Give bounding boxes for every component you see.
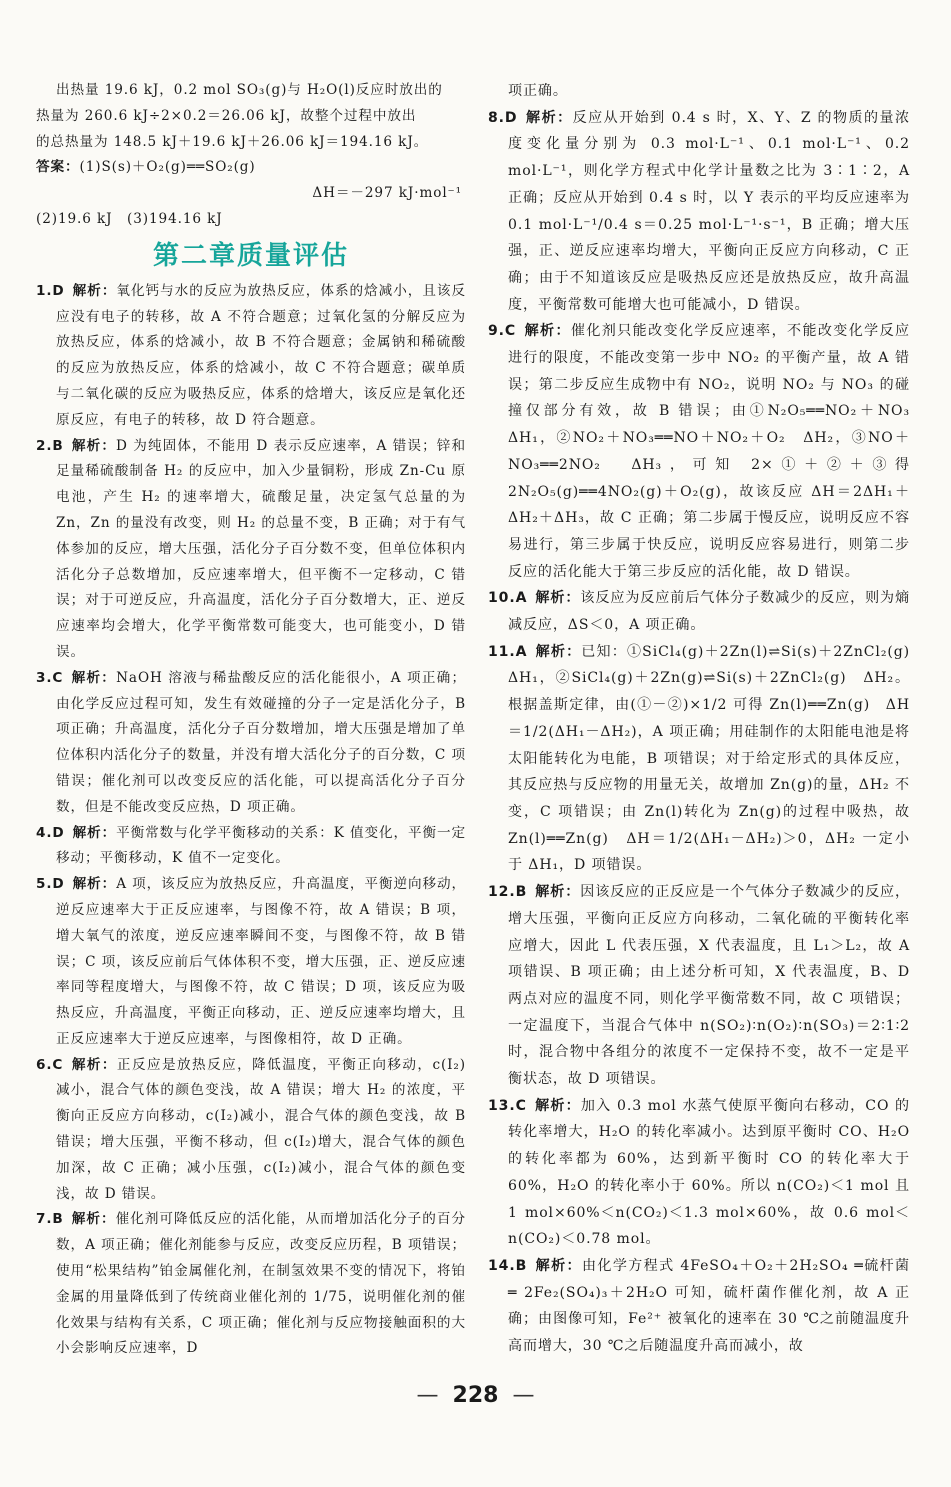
item-label: 解析： bbox=[524, 323, 571, 340]
chapter-title: 第二章质量评估 bbox=[152, 240, 349, 271]
item-text: 平衡常数与化学平衡移动的关系：K 值变化，平衡一定移动；平衡移动，K 值不一定变化。 bbox=[56, 824, 466, 867]
item-label: 解析： bbox=[71, 1056, 117, 1073]
item-number: 2.B bbox=[36, 437, 64, 454]
item-number: 14.B bbox=[488, 1257, 528, 1274]
item-label: 解析： bbox=[535, 884, 581, 901]
answer-label: 答案： bbox=[36, 159, 80, 176]
solution-item bbox=[36, 666, 466, 821]
item-text: 加入 0.3 mol 水蒸气使原平衡向右移动，CO 的转化率增大，H₂O 的转化率减小。达到原平衡时 CO、H₂O 的转化率都为 60%，达到新平衡时 CO 的转化率大于 60%，H₂O 的转化率小于 60%。所以 n(CO₂)＜1 mol 且 1 mol×60%＜n(CO₂)＜1.3 mol×60%，故 0.6 mol＜n(CO₂)＜0.78 mol。 bbox=[508, 1097, 910, 1248]
solution-item bbox=[36, 1053, 466, 1208]
item-number: 1.D bbox=[36, 282, 65, 299]
item-number: 3.C bbox=[36, 669, 64, 686]
item-number: 12.B bbox=[488, 884, 528, 901]
left-column bbox=[36, 78, 466, 1362]
solution-item bbox=[36, 279, 466, 434]
item-label: 解析： bbox=[535, 1257, 582, 1274]
continued-line: 热量为 260.6 kJ÷2×0.2＝26.06 kJ，故整个过程中放出 bbox=[36, 107, 417, 124]
item-number: 4.D bbox=[36, 824, 65, 841]
item-number: 13.C bbox=[488, 1097, 527, 1114]
item-text: 该反应为反应前后气体分子数减少的反应，则为熵减反应，ΔS＜0，A 项正确。 bbox=[508, 590, 910, 634]
continued-line: 的总热量为 148.5 kJ＋19.6 kJ＋26.06 kJ＝194.16 kJ。 bbox=[36, 133, 429, 150]
item-label: 解析： bbox=[72, 876, 117, 893]
item-text: 氧化钙与水的反应为放热反应，体系的焓减小，且该反应没有电子的转移，故 A 不符合题意；过氧化氢的分解反应为放热反应，体系的焓减小，故 B 不符合题意；金属钠和稀硫酸的反应为放热反应，体系的焓减小，故 C 不符合题意；碳单质与二氧化碳的反应为吸热反应，体系的焓增大，该反应是氧化还原反应，有电子的转移，故 D 符合题意。 bbox=[56, 282, 466, 428]
item-text: 已知：①SiCl₄(g)＋2Zn(l)⇌Si(s)＋2ZnCl₂(g) ΔH₁，②SiCl₄(g)＋2Zn(g)⇌Si(s)＋2ZnCl₂(g) ΔH₂。根据盖斯定律，由(①－②)×1/2 可得 Zn(l)══Zn(g) ΔH＝1/2(ΔH₁－ΔH₂)，A 项正确；用硅制作的太阳能电池是将太阳能转化为电能，B 项错误；对于给定形式的具体反应，其反应热与反应物的用量无关，故增加 Zn(g)的量，ΔH₂ 不变，C 项错误；由 Zn(l)转化为 Zn(g)的过程中吸热，故 Zn(l)══Zn(g) ΔH＝1/2(ΔH₁－ΔH₂)＞0，ΔH₂ 一定小于 ΔH₁，D 项错误。 bbox=[508, 643, 925, 874]
solution-item bbox=[36, 434, 466, 666]
item-text: 催化剂只能改变化学反应速率，不能改变化学反应进行的限度，不能改变第一步中 NO₂ 的平衡产量，故 A 错误；第二步反应生成物中有 NO₂，说明 NO₂ 与 NO₃ 的碰撞仅部分有效，故 B 错误；由①N₂O₅══NO₂＋NO₃ ΔH₁，②NO₂＋NO₃══NO＋NO₂＋O₂ ΔH₂，③NO＋NO₃══2NO₂ ΔH₃，可知 2×①＋②＋③得 2N₂O₅(g)══4NO₂(g)＋O₂(g)，故该反应 ΔH＝2ΔH₁＋ΔH₂＋ΔH₃，故 C 正确；第二步属于慢反应，说明反应不容易进行，第三步属于快反应，说明反应容易进行，则第二步反应的活化能大于第三步反应的活化能，故 D 错误。 bbox=[508, 323, 925, 580]
footer-dash: — bbox=[512, 1383, 535, 1408]
item-number: 11.A bbox=[488, 643, 528, 660]
solution-item bbox=[36, 1207, 466, 1362]
item-label: 解析： bbox=[72, 824, 117, 841]
solution-item bbox=[488, 1093, 910, 1253]
page-footer bbox=[0, 1383, 951, 1408]
page-number: 228 bbox=[452, 1383, 499, 1408]
item-text: 正反应是放热反应，降低温度，平衡正向移动，c(I₂)减小，混合气体的颜色变浅，故 A 错误；增大 H₂ 的浓度，平衡向正反应方向移动，c(I₂)减小，混合气体的颜色变浅，故 B 错误；增大压强，平衡不移动，但 c(I₂)增大，混合气体的颜色加深，故 C 正确；减小压强，c(I₂)减小，混合气体的颜色变浅，故 D 错误。 bbox=[56, 1056, 466, 1202]
solution-item bbox=[488, 105, 910, 319]
solution-item bbox=[488, 879, 910, 1093]
solution-item bbox=[488, 585, 910, 638]
item-text: 由化学方程式 4FeSO₄＋O₂＋2H₂SO₄ ═硫杆菌═ 2Fe₂(SO₄)₃＋2H₂O 可知，硫杆菌作催化剂，故 A 正确；由图像可知，Fe²⁺ 被氧化的速率在 30 ℃之前随温度升高而增大，30 ℃之后随温度升高而减小，故 bbox=[508, 1257, 910, 1355]
item-label: 解析： bbox=[72, 282, 117, 299]
item-label: 解析： bbox=[71, 669, 117, 686]
item-label: 解析： bbox=[71, 1211, 116, 1228]
item-label: 解析： bbox=[535, 643, 582, 660]
solution-item bbox=[488, 639, 925, 879]
item-number: 7.B bbox=[36, 1211, 64, 1228]
item-number: 9.C bbox=[488, 323, 517, 340]
continued-line: 出热量 19.6 kJ，0.2 mol SO₃(g)与 H₂O(l)反应时放出的 bbox=[56, 82, 443, 98]
item-text: 催化剂可降低反应的活化能，从而增加活化分子的百分数，A 项正确；催化剂能参与反应，改变反应历程，B 项错误；使用“松果结构”铂金属催化剂，在制氢效果不变的情况下，将铂金属的用量降低到了传统商业催化剂的 1/75，说明催化剂的催化效果与结构有关系，C 项正确；催化剂与反应物接触面积的大小会影响反应速率，D bbox=[56, 1211, 466, 1357]
item-label: 解析： bbox=[534, 1097, 581, 1114]
item-text: D 为纯固体，不能用 D 表示反应速率，A 错误；锌和足量稀硫酸制备 H₂ 的反应中，加入少量铜粉，形成 Zn-Cu 原电池，产生 H₂ 的速率增大，硫酸足量，决定氢气总量的为 Zn，Zn 的量没有改变，则 H₂ 的总量不变，B 正确；对于有气体参加的反应，增大压强，活化分子百分数不变，但单位体积内活化分子总数增加，反应速率增大，但平衡不一定移动，C 错误；对于可逆反应，升高温度，活化分子百分数增大，正、逆反应速率均会增大，化学平衡常数可能变大，也可能变小，D 错误。 bbox=[56, 437, 467, 660]
item-number: 8.D bbox=[488, 109, 518, 126]
item-text: A 项，该反应为放热反应，升高温度，平衡逆向移动，逆反应速率大于正反应速率，与图像不符，故 A 错误；B 项，增大氧气的浓度，逆反应速率瞬间不变，与图像不符，故 B 错误；C 项，该反应前后气体体积不变，增大压强，正、逆反应速率同等程度增大，与图像不符，故 C 错误；D 项，该反应为吸热反应，升高温度，平衡正向移动，正、逆反应速率均增大，且正反应速率大于逆反应速率，与图像相符，故 D 正确。 bbox=[56, 876, 466, 1047]
item-number: 5.D bbox=[36, 876, 65, 893]
solution-item bbox=[36, 821, 466, 873]
continued-line: 项正确。 bbox=[508, 83, 568, 99]
solution-item bbox=[488, 1253, 910, 1360]
item-text: 反应从开始到 0.4 s 时，X、Y、Z 的物质的量浓度变化量分别为 0.3 mol·L⁻¹、0.1 mol·L⁻¹、0.2 mol·L⁻¹，则化学方程式中化学计量数之比为 3∶1∶2，A 正确；反应从开始到 0.4 s 时，以 Y 表示的平均反应速率为 0.1 mol·L⁻¹/0.4 s＝0.25 mol·L⁻¹·s⁻¹，B 正确；增大压强，正、逆反应速率均增大，平衡向正反应方向移动，C 正确；由于不知道该反应是吸热反应还是放热反应，故升高温度，平衡常数可能增大也可能减小，D 错误。 bbox=[508, 109, 910, 313]
footer-dash: — bbox=[416, 1383, 439, 1408]
item-label: 解析： bbox=[71, 437, 117, 454]
answer-line: ΔH＝－297 kJ·mol⁻¹ bbox=[312, 185, 462, 202]
item-number: 6.C bbox=[36, 1056, 64, 1073]
item-label: 解析： bbox=[535, 590, 581, 607]
item-text: NaOH 溶液与稀盐酸反应的活化能很小，A 项正确；由化学反应过程可知，发生有效碰撞的分子一定是活化分子，B 项正确；升高温度，活化分子百分数增加，增大压强是增加了单位体积内活化分子的数量，并没有增大活化分子的百分数，C 项错误；催化剂可以改变反应的活化能，可以提高活化分子百分数，但是不能改变反应热，D 项正确。 bbox=[56, 669, 466, 815]
item-text: 因该反应的正反应是一个气体分子数减少的反应，增大压强，平衡向正反应方向移动，二氧化硫的平衡转化率应增大，因此 L 代表压强，X 代表温度，且 L₁＞L₂，故 A 项错误、B 项正确；由上述分析可知，X 代表温度，B、D 两点对应的温度不同，则化学平衡常数不同，故 C 项错误；一定温度下，当混合气体中 n(SO₂)∶n(O₂)∶n(SO₃)＝2∶1∶2 时，混合物中各组分的浓度不一定保持不变，故不一定是平衡状态，故 D 项错误。 bbox=[508, 884, 910, 1088]
solution-item bbox=[488, 318, 925, 585]
answer-line: (2)19.6 kJ (3)194.16 kJ bbox=[36, 210, 223, 227]
item-label: 解析： bbox=[525, 109, 573, 126]
answer-line: (1)S(s)＋O₂(g)══SO₂(g) bbox=[79, 159, 256, 176]
solution-item bbox=[36, 872, 466, 1053]
item-number: 10.A bbox=[488, 590, 528, 607]
answer-block bbox=[36, 155, 466, 181]
right-column bbox=[488, 78, 925, 1360]
